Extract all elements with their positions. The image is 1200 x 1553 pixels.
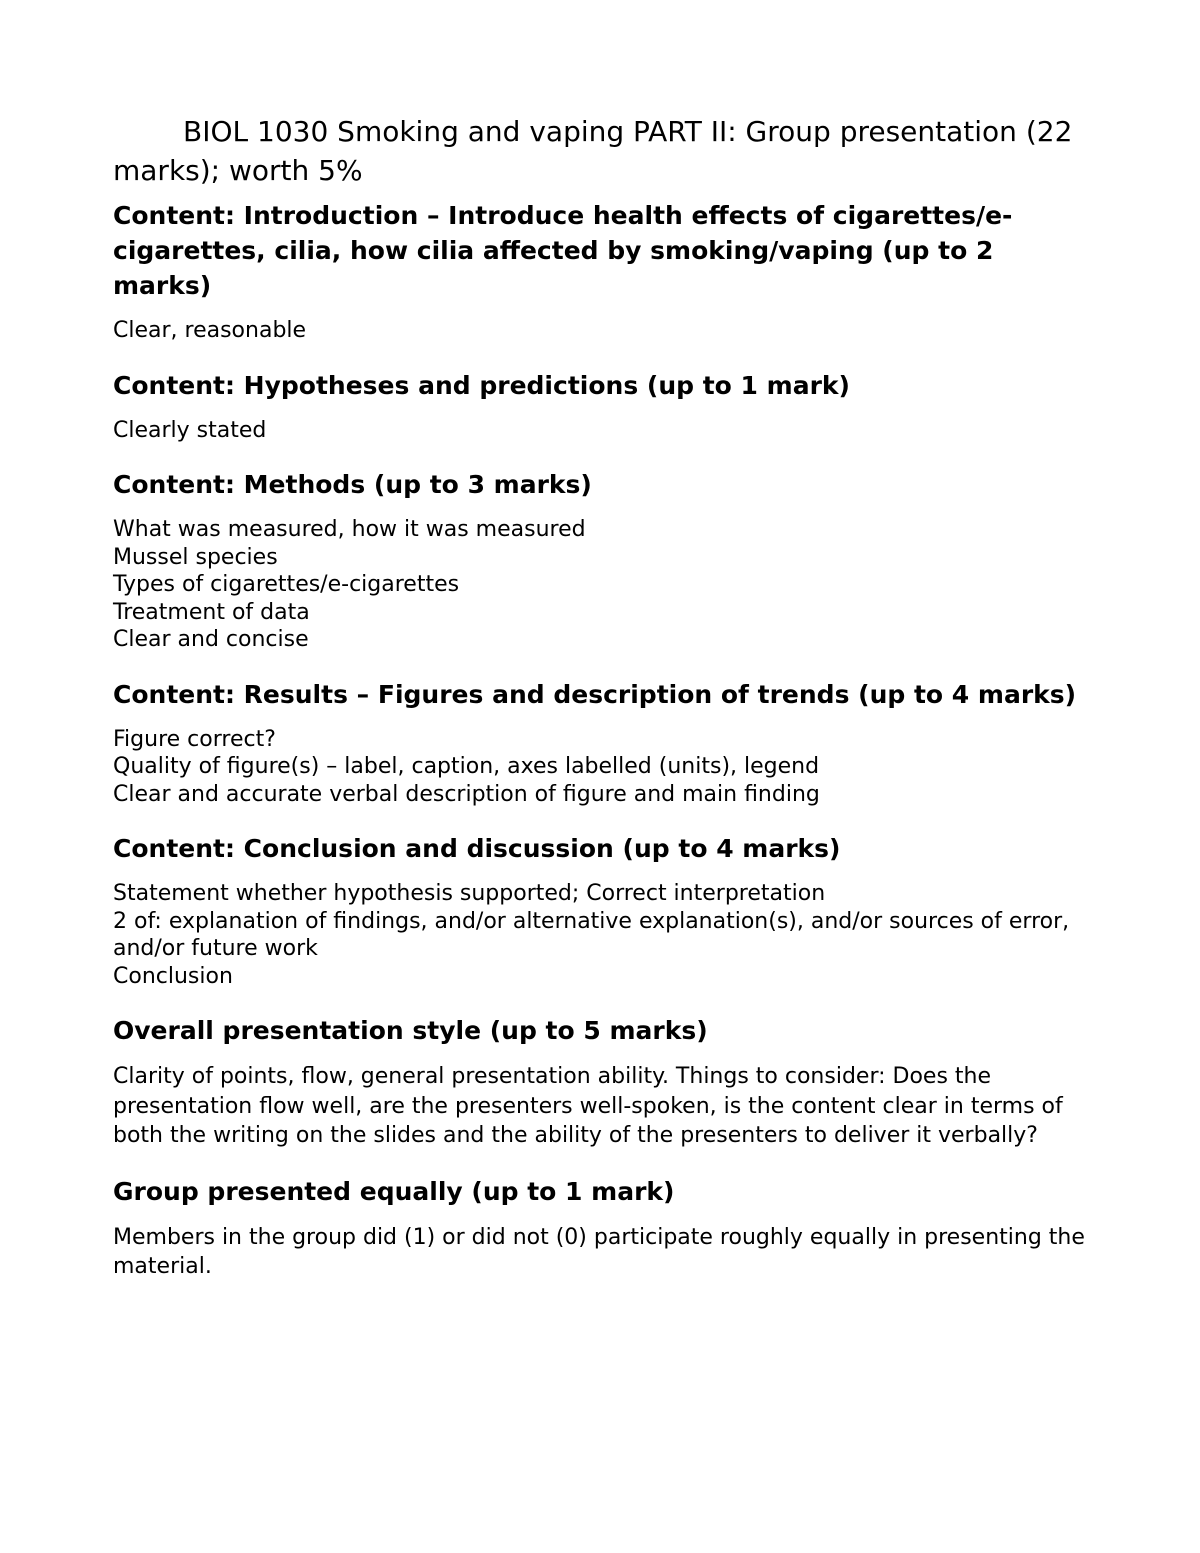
- document-title: BIOL 1030 Smoking and vaping PART II: Group presentation (22 marks); worth 5%: [113, 115, 1073, 187]
- section-heading: Content: Methods (up to 3 marks): [113, 470, 592, 499]
- section-heading: Group presented equally (up to 1 mark): [113, 1176, 675, 1206]
- criterion-line: Clearly stated: [113, 417, 267, 443]
- criterion-paragraph: Members in the group did (1) or did not (0) participate roughly equally in presenting the material.: [113, 1224, 1085, 1279]
- criterion-line: Types of cigarettes/e-cigarettes: [113, 572, 460, 597]
- section-body: [113, 726, 1088, 809]
- criterion-line: Quality of figure(s) – label, caption, axes labelled (units), legend: [113, 754, 820, 779]
- criterion-line: Clear and accurate verbal description of figure and main finding: [113, 781, 820, 807]
- section-body: [113, 417, 1088, 445]
- section-heading: Content: Introduction – Introduce health effects of cigarettes/e-cigarettes, cilia, how cilia affected by smoking/vaping (up to 2 marks): [113, 201, 1013, 300]
- section-presentation-style: [113, 1013, 1088, 1151]
- document-page: [113, 112, 1088, 1305]
- criterion-line: Clear and concise: [113, 627, 309, 652]
- section-heading: Content: Hypotheses and predictions (up to 1 mark): [113, 370, 850, 400]
- section-conclusion: [113, 831, 1088, 990]
- criterion-line: Mussel species: [113, 544, 278, 570]
- section-results: [113, 677, 1088, 809]
- section-hypotheses: [113, 368, 1088, 445]
- section-body: [113, 317, 1088, 345]
- criterion-line: Statement whether hypothesis supported; Correct interpretation: [113, 881, 826, 906]
- criterion-line: What was measured, how it was measured: [113, 517, 586, 542]
- section-body: [113, 1223, 1088, 1282]
- criterion-line: Conclusion: [113, 963, 233, 989]
- section-body: [113, 880, 1088, 990]
- section-heading: Content: Conclusion and discussion (up to 4 marks): [113, 834, 841, 863]
- criterion-line: 2 of: explanation of findings, and/or alternative explanation(s), and/or sources of error, and/or future work: [113, 908, 1070, 961]
- criterion-paragraph: Clarity of points, flow, general presentation ability. Things to consider: Does the presentation flow well, are the presenters well-spoken, is the content clear in terms of both the writing on the slides and the ability of the presenters to deliver it verbally?: [113, 1064, 1063, 1148]
- section-body: [113, 1062, 1088, 1151]
- section-heading: Content: Results – Figures and description of trends (up to 4 marks): [113, 679, 1077, 709]
- section-group-participation: [113, 1174, 1088, 1282]
- section-introduction: [113, 198, 1088, 345]
- section-methods: [113, 467, 1088, 654]
- criterion-line: Figure correct?: [113, 726, 276, 752]
- section-heading: Overall presentation style (up to 5 marks): [113, 1016, 708, 1045]
- section-body: [113, 516, 1088, 654]
- criterion-line: Clear, reasonable: [113, 318, 307, 343]
- criterion-line: Treatment of data: [113, 599, 310, 625]
